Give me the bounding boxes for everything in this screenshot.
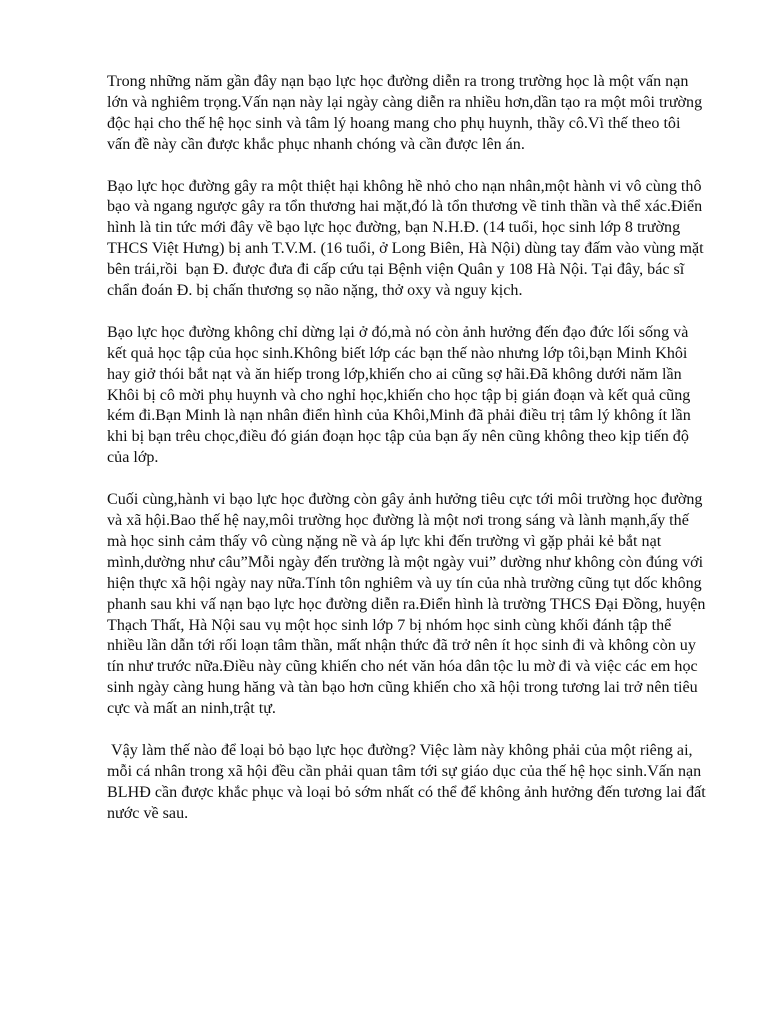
paragraph-physical-harm: Bạo lực học đường gây ra một thiệt hại không hề nhỏ cho nạn nhân,một hành vi vô cùng thô bạo và ngang ngược gây ra tổn thương hai mặt,đó là tổn thương về tinh thần và thể xác.Điển hình là tin tức mới đây về bạo lực học đường, bạn N.H.Đ. (14 tuổi, học sinh lớp 8 trường THCS Việt Hưng) bị anh T.V.M. (16 tuổi, ở Long Biên, Hà Nội) dùng tay đấm vào vùng mặt bên trái,rồi bạn Đ. được đưa đi cấp cứu tại Bệnh viện Quân y 108 Hà Nội. Tại đây, bác sĩ chẩn đoán Đ. bị chấn thương sọ não nặng, thở oxy và nguy kịch. (107, 177, 708, 300)
paragraph-conclusion: Vậy làm thế nào để loại bỏ bạo lực học đường? Việc làm này không phải của một riêng ai, mỗi cá nhân trong xã hội đều cần phải quan tâm tới sự giáo dục của thế hệ học sinh.Vấn nạn BLHĐ cần được khắc phục và loại bỏ sớm nhất có thể để không ảnh hưởng đến tương lai đất nước về sau. (107, 741, 710, 822)
paragraph-intro: Trong những năm gần đây nạn bạo lực học đường diễn ra trong trường học là một vấn nạn lớn và nghiêm trọng.Vấn nạn này lại ngày càng diễn ra nhiều hơn,dần tạo ra một môi trường độc hại cho thế hệ học sinh và tâm lý hoang mang cho phụ huynh, thầy cô.Vì thế theo tôi vấn đề này cần được khắc phục nhanh chóng và cần được lên án. (107, 73, 707, 153)
paragraph-social-impact: Cuối cùng,hành vi bạo lực học đường còn gây ảnh hưởng tiêu cực tới môi trường học đường và xã hội.Bao thế hệ nay,môi trường học đường là một nơi trong sáng và lành mạnh,ấy thế mà học sinh cảm thấy vô cùng nặng nề và áp lực khi đến trường vì gặp phải kẻ bắt nạt mình,dường như câu”Mỗi ngày đến trường là một ngày vui” dường như không còn đúng với hiện thực xã hội ngày nay nữa.Tính tôn nghiêm và uy tín của nhà trường cũng tụt dốc không phanh sau khi vấ nạn bạo lực học đường diễn ra.Điển hình là trường THCS Đại Đồng, huyện Thạch Thất, Hà Nội sau vụ một học sinh lớp 7 bị nhóm học sinh cùng khối đánh tập thể nhiều lần dẫn tới rối loạn tâm thần, mất nhận thức đã trở nên ít học sinh đi và không còn uy tín như trước nữa.Điều này cũng khiến cho nét văn hóa dân tộc lu mờ đi và việc các em học sinh ngày càng hung hăng và tàn bạo hơn cũng khiến cho xã hội trong tương lai trở nên tiêu cực và mất an ninh,trật tự. (107, 491, 710, 718)
paragraph-study-impact: Bạo lực học đường không chỉ dừng lại ở đó,mà nó còn ảnh hưởng đến đạo đức lối sống và kết quả học tập của học sinh.Không biết lớp các bạn thế nào nhưng lớp tôi,bạn Minh Khôi hay giở thói bắt nạt và ăn hiếp trong lớp,khiến cho ai cũng sợ hãi.Đã không dưới năm lần Khôi bị cô mời phụ huynh và cho nghỉ học,khiến cho học tập bị gián đoạn và kết quả cũng kém đi.Bạn Minh là nạn nhân điển hình của Khôi,Minh đã phải điều trị tâm lý không ít lần khi bị bạn trêu chọc,điều đó gián đoạn học tập của bạn ấy nên cũng không theo kịp tiến độ của lớp. (107, 323, 695, 467)
document-page (107, 72, 710, 845)
